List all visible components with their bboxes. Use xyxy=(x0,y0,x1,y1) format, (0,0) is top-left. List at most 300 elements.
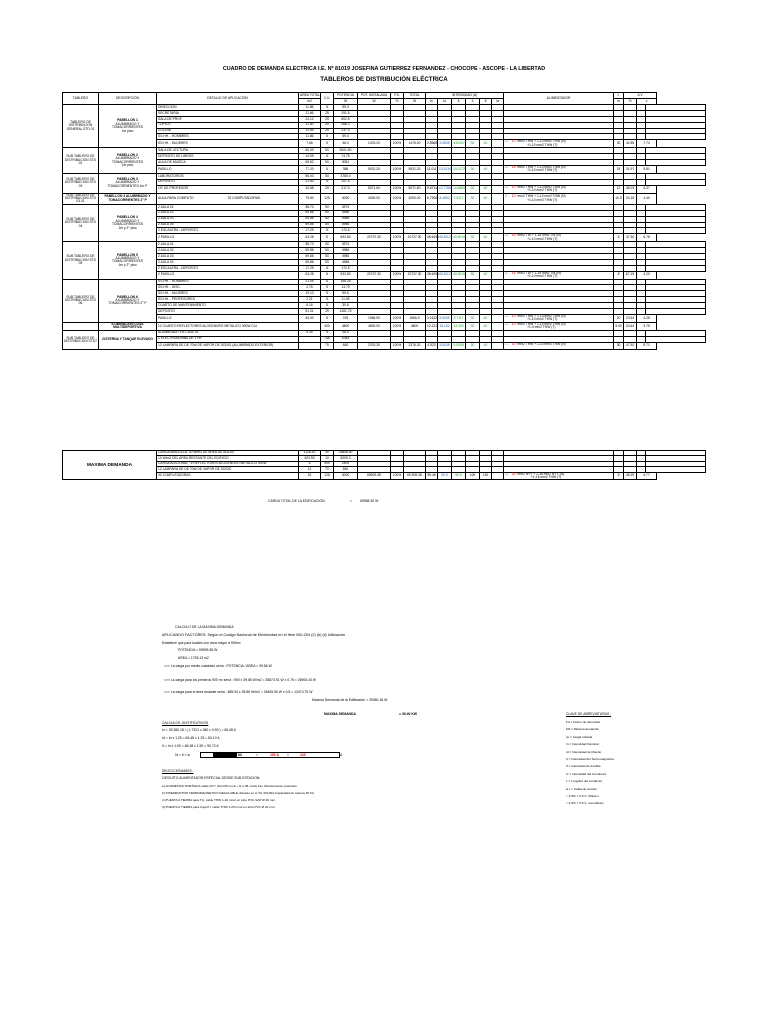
area-cell: 17.29 xyxy=(299,265,321,271)
area-cell xyxy=(299,322,321,330)
potencia-cell: 38.3 xyxy=(334,140,358,148)
group-description xyxy=(99,242,157,279)
alimentador-cell: 2 - 10 mm2 THW + 1-10 mm2 THW (N) +1-4 mm2 THW (T) xyxy=(504,322,614,330)
potencia-cell: 59.3 xyxy=(334,134,358,140)
intensity-cell xyxy=(492,472,504,480)
table-row xyxy=(63,165,706,173)
alim-size: 25 xyxy=(511,471,516,476)
clave-item: It = Intensidad del Termomagnético xyxy=(566,757,615,761)
clave-item: If = Intensidad de Fusible xyxy=(566,764,601,769)
carga-total-eq: = xyxy=(350,499,352,503)
detail-cell: CARGA BASICA DE 30 W/m2 DE AREA DE AULAS xyxy=(157,451,299,456)
potencia-cell: 4000 xyxy=(334,193,358,204)
cu-cell: 5 xyxy=(321,285,334,291)
area-cell: 77.20 xyxy=(299,165,321,173)
intensity-cell xyxy=(492,185,504,193)
alim-count: 2 xyxy=(505,139,507,144)
calc-area: AREA = 1755.13 m2 xyxy=(178,656,209,660)
total-cell: 69,909.38 xyxy=(404,472,426,480)
intensity-cell: 40 xyxy=(480,193,492,204)
area-cell: 14.99 xyxy=(299,154,321,160)
potencia-cell: 4986 xyxy=(334,259,358,265)
alimentador-cell: 2 - 10 mm2 THW + 1-10 mm2 THW (N) +1-10 mm2 THW (T) xyxy=(504,140,614,148)
detail-cell: 2 AULA 02 xyxy=(157,248,299,254)
alimentador-cell: 2 - 16 mm2 TW + 1-16 mm2 TW (N) +1-10 mm2 THW (T) xyxy=(504,234,614,242)
potencia-cell: 1083 xyxy=(334,336,358,342)
description-line: ALUMBRADO Y TOMACORRIENTES xyxy=(111,121,144,130)
fd-cell: 100% xyxy=(391,342,404,350)
intensity-cell: 96.46 xyxy=(426,472,438,480)
area-cell: 96.00 xyxy=(299,173,321,179)
sel-a: a) ACOMETIDA TRIFÁSICA cable NYY (3x1x25 mm2 + N 1-35 mm2) 1kv. Directamente enterrado. xyxy=(162,784,298,788)
fd-cell: 100% xyxy=(391,271,404,279)
col-alimentador: ALIMENTADOR xyxy=(504,93,614,105)
table-row xyxy=(63,193,706,204)
col-fd-unit: % xyxy=(391,99,404,105)
cu-cell: 5 xyxy=(321,314,334,322)
area-cell: 69.86 xyxy=(299,248,321,254)
document-subtitle: TABLEROS DE DISTRIBUCIÓN ELÉCTRICA xyxy=(320,76,448,83)
alim-spec: mm2 THW + 1-10 mm2 THW (N) xyxy=(517,139,566,144)
alimentador-cell: 2 - 10 mm2 THW + 1-10 mm2 THW (N) +1-10 mm2 THW (T) xyxy=(504,185,614,193)
intensity-cell: 3.9265 xyxy=(438,314,452,322)
alim-count: 2 xyxy=(505,270,507,275)
intensity-cell: 4.8163 xyxy=(452,140,466,148)
alim-spec: mm2 THW + 1-10 mm2 THW (N) xyxy=(517,313,566,318)
area-cell: 620.93 xyxy=(299,456,321,461)
pot-instalada-cell: 68909.38 xyxy=(358,472,391,480)
alim-size: 10 xyxy=(511,184,516,189)
clave-item: Id = Intensidad de Diseño xyxy=(566,749,602,754)
intensity-cell: 10.0172 xyxy=(452,165,466,173)
calc-area-note: Establece que para locales con área mayor a 900m² xyxy=(162,641,241,645)
cu-cell: 50 xyxy=(321,204,334,210)
area-cell: 21.05 xyxy=(299,279,321,285)
calc-md-edificacion: Maxima Demanda de la Edificación = 39380.18 W xyxy=(312,698,388,702)
potencia-cell: 74.75 xyxy=(334,154,358,160)
calc-id: Id = In x 1.25 = 66.48 x 1.25 = 83.10 A xyxy=(162,736,220,740)
intensity-cell: 36.6496 xyxy=(426,271,438,279)
col-area: AREA TOTAL xyxy=(300,92,320,97)
detail-extra: 32 COMPUTADORAS xyxy=(227,195,261,200)
alim-spec: mm2 THW + 1-10 mm2 THW (N) xyxy=(517,194,566,199)
cu-cell: 5 xyxy=(321,234,334,242)
dv-v-cell: 4.20 xyxy=(637,271,657,279)
cu-cell: 50 xyxy=(321,160,334,166)
clave-item: < 2.5% = 5.5 V. monofásico xyxy=(566,801,604,806)
potencia-cell: 30.8 xyxy=(334,303,358,309)
description-line: ALUMBRADO Y TOMACORRIENTES xyxy=(111,218,144,227)
clave-title: CLAVE DE ABREVIATURAS : xyxy=(566,712,612,716)
intensity-cell: 3.1612 xyxy=(426,314,438,322)
area-cell: 11.66 xyxy=(299,110,321,116)
detail-cell: 1 ELECTROBOMBA DE 1 HP xyxy=(157,336,299,342)
detail-cell: OF. DE PROFESOR xyxy=(157,185,299,193)
cu-cell: 5 xyxy=(321,271,334,279)
potencia-cell: 3001.50 xyxy=(334,148,358,154)
detail-cell: SALA DE PROF. xyxy=(157,116,299,122)
dv-v-cell: 4.28 xyxy=(637,314,657,322)
cu-cell: 50 xyxy=(321,242,334,248)
pot-instalada-cell: 1966.90 xyxy=(358,314,391,322)
cu-cell: 5 xyxy=(321,134,334,140)
detail-cell: SS.HH. - DISC. xyxy=(157,285,299,291)
intensity-cell: 40 xyxy=(480,185,492,193)
area-cell: 7.66 xyxy=(299,140,321,148)
clave-item: In = Intensidad Nominal xyxy=(566,742,599,747)
detail-cell: 10 W/m2 DEL AREA RESTANTE DEL EDIFICIO xyxy=(157,456,299,461)
col-pot-instalada: POT. INSTALADA xyxy=(358,93,391,99)
col-dv-pct: % xyxy=(624,99,637,105)
group-description xyxy=(99,322,157,330)
alimentador-cell: 3 - 25 mm2 NYY + 1-35 mm2 NYY (N) +1-16 mm2 THW (T) xyxy=(504,472,614,480)
intensity-cell: 120 xyxy=(480,472,492,480)
clave-item: cu = Carga unitaria xyxy=(566,734,593,739)
intensity-cell: 30 xyxy=(466,193,480,204)
area-cell: 21.50 xyxy=(299,179,321,185)
potencia-cell: 46.3 xyxy=(334,330,358,336)
cu-cell: 5 xyxy=(321,303,334,309)
length-cell: 30 xyxy=(614,140,624,148)
description-line: 1er y 2° piso xyxy=(118,225,137,230)
area-cell: 58.73 xyxy=(299,204,321,210)
potencia-cell: 840 xyxy=(334,467,358,472)
potencia-cell: 3081 xyxy=(334,160,358,166)
cu-cell: 746 xyxy=(321,336,334,342)
potencia-cell: 172.5 xyxy=(334,228,358,234)
area-cell: 69.86 xyxy=(299,210,321,216)
col-l: L xyxy=(614,93,624,99)
sel-d: d) PUESTA A TIERRA para Caja P.I, cable THW 1-25 mm2 en tubo PVC Ø 20 mm. xyxy=(162,805,276,809)
cu-cell: 5 xyxy=(321,228,334,234)
cu-cell: 25 xyxy=(321,110,334,116)
detail-cell: 2 AULA 04 xyxy=(157,222,299,228)
detail-cell: AULA DE MUSICA xyxy=(157,160,299,166)
detail-cell: PASILLO xyxy=(157,314,299,322)
detail-cell: CUARTO DE MANTENIMIENTO xyxy=(157,303,299,309)
alim-spec: mm2 THW + 1-10 mm2 THW (N) xyxy=(517,184,566,189)
area-cell: 11.86 xyxy=(299,105,321,111)
potencia-cell: 13.79 xyxy=(334,285,358,291)
description-title: PABELLON 3 ALUMBRADO Y TOMACORRIENTES 2° P xyxy=(104,194,151,202)
dv-pct-cell: 24.18 xyxy=(624,193,637,204)
cu-cell: 25 xyxy=(321,309,334,315)
potencia-cell: 95.5 xyxy=(334,291,358,297)
alim-count: 2 xyxy=(505,194,507,199)
dv-pct-cell: 45.29 xyxy=(624,472,637,480)
total-cell: 1966.9 xyxy=(404,314,426,322)
intensity-cell xyxy=(492,342,504,350)
potencia-cell: 33846.00 xyxy=(334,451,358,456)
area-cell: 11.50 xyxy=(299,122,321,128)
detail-cell: SS.HH. - HOMBRES xyxy=(157,134,299,140)
detail-label: AULA PARA COMPUTO xyxy=(158,195,194,200)
demand-table xyxy=(62,92,706,350)
fd-cell: 100% xyxy=(391,314,404,322)
potencia-cell: 632.80 xyxy=(334,271,358,279)
intensity-cell: 40 xyxy=(480,271,492,279)
col-i-it: It xyxy=(452,99,466,105)
table-row xyxy=(63,234,706,242)
cu-cell: 50 xyxy=(321,254,334,260)
alim-ground: +1-10 mm2 THW (T) xyxy=(527,274,558,279)
cu-cell: 5 xyxy=(321,330,334,336)
cu-cell: 5 xyxy=(321,105,334,111)
calc-justificativos: CALCULOS JUSTIFICATIVOS xyxy=(162,721,209,725)
intensity-cell: 45.8112 xyxy=(438,271,452,279)
detail-cell: 32 COMPUTADORAS xyxy=(157,472,299,480)
cu-cell: 70 xyxy=(321,467,334,472)
area-cell: 2.21 xyxy=(299,297,321,303)
area-cell: 51.01 xyxy=(299,309,321,315)
cu-cell: 5 xyxy=(321,165,334,173)
area-cell: 12 xyxy=(299,467,321,472)
description-title: PABELLON 3 xyxy=(117,176,138,181)
potencia-cell: 4000 xyxy=(334,472,358,480)
clave-item: L = Longitud del conductor xyxy=(566,779,603,784)
area-cell: 1128.20 xyxy=(299,451,321,456)
cu-cell: 50 xyxy=(321,148,334,154)
intensity-cell: 12.121 xyxy=(426,322,438,330)
potencia-cell: 386 xyxy=(334,165,358,173)
potencia-cell: 4986 xyxy=(334,216,358,222)
intensity-cell: 5.0098 xyxy=(452,342,466,350)
table-row xyxy=(63,271,706,279)
area-cell: 63.00 xyxy=(299,314,321,322)
max-demand-row xyxy=(63,472,706,480)
intensity-cell: 12.7786 xyxy=(438,185,452,193)
md-value: = 39.40 KW xyxy=(399,712,417,716)
intensity-cell: 96.5 xyxy=(452,472,466,480)
alimentador-cell: 2 - 10 mm2 THW + 1-10 mm2 THW (N) +1-10 mm2 THW (T) xyxy=(504,193,614,204)
length-cell: 5 xyxy=(614,472,624,480)
total-cell: 20737.30 xyxy=(404,234,426,242)
dv-v-cell: 8.71 xyxy=(637,342,657,350)
detail-cell: LABORATORIOS xyxy=(157,173,299,179)
dv-v-cell: 5.81 xyxy=(637,165,657,173)
detail-cell: SS.HH. - MUJERES xyxy=(157,291,299,297)
intensity-cell: 45.8112 xyxy=(438,234,452,242)
col-i-in: In xyxy=(426,99,438,105)
intensity-cell: 40 xyxy=(480,165,492,173)
detail-cell: 2 PASILLO xyxy=(157,234,299,242)
alim-count: 2 xyxy=(505,313,507,318)
intensity-cell: 15.152 xyxy=(438,322,452,330)
detail-cell: DEPOSITO DE LIBROS xyxy=(157,154,299,160)
detail-cell: DEPOSITO xyxy=(157,309,299,315)
detail-cell: 2 AULA 01 xyxy=(157,204,299,210)
area-cell: 63.28 xyxy=(299,271,321,279)
cu-cell: 400 xyxy=(321,461,334,466)
pot-instalada-cell: 4800.00 xyxy=(358,322,391,330)
intensity-cell: 40 xyxy=(480,322,492,330)
description-line: ALUMBRADO Y TOMACORRIENTES xyxy=(111,255,144,264)
alim-size: 10 xyxy=(511,313,516,318)
intensity-cell: 2.8668 xyxy=(426,140,438,148)
area-cell: 6 xyxy=(299,461,321,466)
detail-cell: 12 CUARTO REFLECTORES ALOGENURO METALICO 400W C/U xyxy=(157,322,299,330)
intensity-cell: 40.5010 xyxy=(452,234,466,242)
cu-cell: 25 xyxy=(321,185,334,193)
sel-title: SELECCIONAMOS : xyxy=(162,769,194,773)
cu-cell: 50 xyxy=(321,210,334,216)
cu-cell: 5 xyxy=(321,140,334,148)
description-title: PABELLON 1 xyxy=(117,118,138,123)
cu-cell: 5 xyxy=(321,265,334,271)
potencia-cell: 1281.75 xyxy=(334,309,358,315)
alim-count: 2 xyxy=(505,184,507,189)
fd-cell: 100% xyxy=(391,472,404,480)
dv-pct-cell: 67.15 xyxy=(624,271,637,279)
col-fd: F.D. xyxy=(391,93,404,99)
alim-count: 3 xyxy=(505,471,507,476)
dv-pct-cell: 23.54 xyxy=(624,314,637,322)
intensity-cell xyxy=(492,193,504,204)
cu-cell: 25 xyxy=(321,116,334,122)
alim-size: 10 xyxy=(511,341,516,346)
detail-cell: PASILLO xyxy=(157,165,299,173)
col-i-ia: Ia xyxy=(492,99,504,105)
cu-cell: 125 xyxy=(321,472,334,480)
tablero-name: SUB TABLERO DE DISTRIBUCION STD 02 xyxy=(63,148,99,174)
cu-cell: 125 xyxy=(321,193,334,204)
intensity-cell: 90.5 xyxy=(438,472,452,480)
alim-count: 2 xyxy=(505,321,507,326)
length-cell: 5.00 xyxy=(614,322,624,330)
fd-cell: 100% xyxy=(391,234,404,242)
alim-count: 2 xyxy=(505,164,507,169)
detail-cell: CARGA ADICIONAL : 6 REFLECTORES ALOGENURO METALICO 400W xyxy=(157,461,299,466)
detail-cell: 12 LAMPARA DE DE 70W DE VAPOR DE SODIO (ALUMBRADO EXTERIOR) xyxy=(157,342,299,350)
area-cell xyxy=(299,342,321,350)
intensity-cell: 30 xyxy=(466,271,480,279)
dv-pct-cell: 42.55 xyxy=(624,140,637,148)
group-description xyxy=(99,204,157,241)
area-cell: 11.59 xyxy=(299,128,321,134)
clave-item: Ic = Intensidad del Conductor xyxy=(566,771,607,776)
intensity-cell: 36.6496 xyxy=(426,234,438,242)
total-cell: 4800 xyxy=(404,322,426,330)
potencia-cell: 291.5 xyxy=(334,110,358,116)
intensity-cell: 10.6850 xyxy=(452,185,466,193)
description-title: CISTERNA Y TANQUE ELEVADO xyxy=(102,337,153,342)
group-description xyxy=(99,193,157,204)
intensity-cell xyxy=(492,165,504,173)
group-description xyxy=(99,148,157,174)
cu-cell: 50 xyxy=(321,259,334,265)
intensity-cell: 3.7117 xyxy=(452,314,466,322)
alimentador-cell: 2 - 16 mm2 TW + 1-16 mm2 TW (N) +1-10 mm2 THW (T) xyxy=(504,271,614,279)
alim-ground: +1-10 mm2 THW (T) xyxy=(527,168,558,173)
dv-v-cell: 7.74 xyxy=(637,140,657,148)
intensity-cell: 6.7906 xyxy=(426,193,438,204)
detail-cell xyxy=(157,193,299,204)
cu-cell: 30 xyxy=(321,451,334,456)
col-dv: Δ V xyxy=(624,93,657,99)
potencia-cell: 378 xyxy=(334,314,358,322)
max-demand-label: MAXIMA DEMANDA xyxy=(63,451,157,480)
description-line: 1er piso xyxy=(121,128,134,133)
detail-cell: 2 AULA 04 xyxy=(157,259,299,265)
intensity-cell: 30 xyxy=(466,342,480,350)
alim-size: 10 xyxy=(511,194,516,199)
area-cell: 69.86 xyxy=(299,222,321,228)
pot-instalada-cell: 4000.00 xyxy=(358,193,391,204)
area-cell: 69.62 xyxy=(299,160,321,166)
potencia-cell: 4974 xyxy=(334,204,358,210)
detail-cell: DIRECCION xyxy=(157,105,299,111)
cu-cell: 25 xyxy=(321,122,334,128)
group-description xyxy=(99,105,157,148)
pot-instalada-cell: 1476.20 xyxy=(358,140,391,148)
table-row xyxy=(63,140,706,148)
cu-cell: 5 xyxy=(321,154,334,160)
detail-cell: ALUMBRADO EN CASETA xyxy=(157,330,299,336)
sel-circuito: CIRCUITO ALIMENTADOR ESPECIAL DESDE SUB ESTACION: xyxy=(162,776,261,780)
detail-cell: 2 AULA 02 xyxy=(157,210,299,216)
detail-cell: SS.HH. - HOMBRES xyxy=(157,279,299,285)
group-description xyxy=(99,279,157,322)
tablero-name: SUB TABLERO DE DISTRIBUCION STD 03 xyxy=(63,173,99,193)
fd-cell: 100% xyxy=(391,193,404,204)
intensity-cell xyxy=(492,271,504,279)
tablero-name: SUB TABLERO DE DISTRIBUCION STD 03.01 xyxy=(63,193,99,204)
area-cell: 58.73 xyxy=(299,242,321,248)
potencia-cell: 4986 xyxy=(334,248,358,254)
length-cell: 30 xyxy=(614,342,624,350)
potencia-cell: 4986 xyxy=(334,254,358,260)
intensity-cell xyxy=(492,314,504,322)
col-potencia: POTENCIA xyxy=(334,93,358,99)
potencia-cell: 237.3 xyxy=(334,128,358,134)
potencia-cell: 156.25 xyxy=(334,279,358,285)
alim-ground: +1-10 mm2 THW (T) xyxy=(527,317,558,322)
detail-cell: COCINA xyxy=(157,128,299,134)
tablero-name: TABLERO DE DISTRIBUCION GENERAL STD 01 xyxy=(63,105,99,148)
intensity-cell: 30 xyxy=(466,234,480,242)
col-dv-v: v xyxy=(637,99,657,105)
col-descripcion: DESCRIPCIÓN xyxy=(99,93,157,105)
description-title: ILUMINACIÓN LOSA MULTIDEPORTIVA xyxy=(111,321,144,330)
total-cell: 2376.30 xyxy=(404,342,426,350)
area-cell: 63.28 xyxy=(299,234,321,242)
clave-item: Md = Maxima demanda xyxy=(566,727,599,732)
alim-ground: +1-10 mm2 THW (T) xyxy=(527,188,558,193)
detail-cell: 12 LAMPARA DE DE 70W DE VAPOR DE SODIO xyxy=(157,467,299,472)
description-line: ALUMBRADO Y TOMACORRIENTES xyxy=(111,156,144,164)
table-row xyxy=(63,342,706,350)
dv-pct-cell: 37.30 xyxy=(624,234,637,242)
alim-spec: mm2 THW + 1-10 mm2 THW (N) xyxy=(517,164,566,169)
col-total: TOTAL xyxy=(404,93,426,99)
potencia-cell: 602.5 xyxy=(334,116,358,122)
intensity-cell: 13.393 xyxy=(452,322,466,330)
length-cell: 5 xyxy=(614,234,624,242)
potencia-cell: 4974 xyxy=(334,242,358,248)
table-row xyxy=(63,185,706,193)
alim-count: 2 xyxy=(505,341,507,346)
dv-v-cell: 4.40 xyxy=(637,193,657,204)
intensity-cell: 30 xyxy=(466,165,480,173)
detail-cell: SECRETARIA xyxy=(157,110,299,116)
dv-pct-cell: 35.03 xyxy=(624,185,637,193)
fd-cell: 100% xyxy=(391,322,404,330)
description-title: PABELLON 6 xyxy=(117,294,138,299)
area-cell: 10.68 xyxy=(299,185,321,193)
detail-cell: 2 PASILLO xyxy=(157,271,299,279)
col-total-unit: W xyxy=(404,99,426,105)
cu-cell: 50 xyxy=(321,222,334,228)
